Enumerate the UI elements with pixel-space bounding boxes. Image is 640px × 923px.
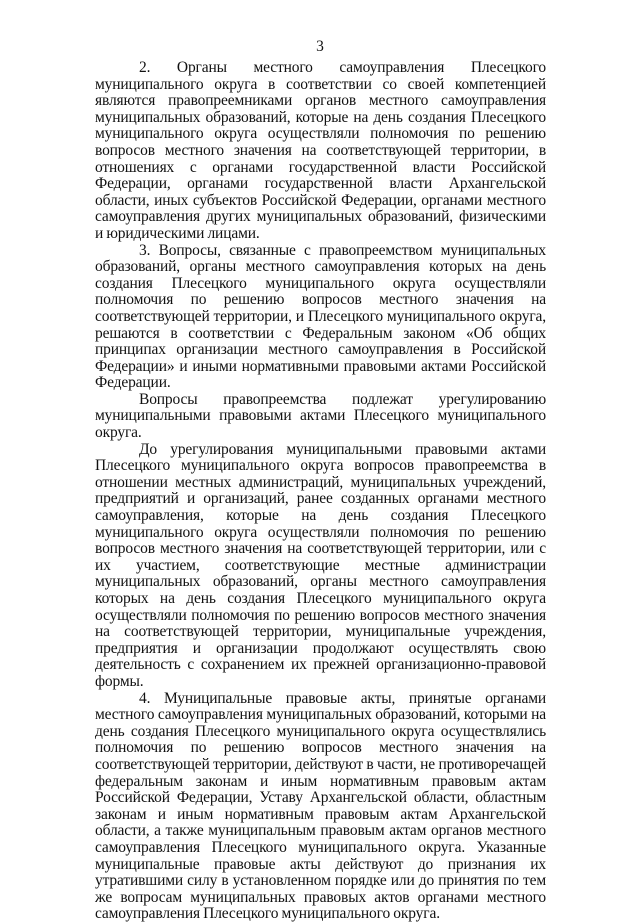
paragraph-3-succession-issues: 3. Вопросы, связанные с правопреемством муниципальных образований, органы местного самоуправления которых на день создания Плесецкого муниципального округа осуществляли полномочия по решению вопросов местного значения на соответствующей территории, и Плесецкого муниципального округа, решаются в соответствии с Федеральным законом «Об общих принципах организации местного самоуправления в Российской Федерации» и иными нормативными правовыми актами Российской Федерации.: [95, 241, 546, 392]
document-body: [95, 60, 546, 923]
page-number: 3: [316, 38, 324, 55]
paragraph-succession-regulation: Вопросы правопреемства подлежат урегулированию муниципальными правовыми актами Плесецкого муниципального округа.: [95, 390, 546, 442]
paragraph-until-regulation: До урегулирования муниципальными правовыми актами Плесецкого муниципального округа вопросов правопреемства в отношении местных администраций, муниципальных учреждений, предприятий и организаций, ранее созданных органами местного самоуправления, которые на день создания Плесецкого муниципального округа осуществляли полномочия по решению вопросов местного значения на соответствующей территории, или с их участием, соответствующие местные администрации муниципальных образований, органы местного самоуправления которых на день создания Плесецкого муниципального округа осуществляли полномочия по решению вопросов местного значения на соответствующей территории, муниципальные учреждения, предприятия и организации продолжают осуществлять свою деятельность с сохранением их прежней организационно-правовой формы.: [95, 440, 546, 690]
paragraph-2-successors: 2. Органы местного самоуправления Плесецкого муниципального округа в соответствии со своей компетенцией являются правопреемниками органов местного самоуправления муниципальных образований, которые на день создания Плесецкого муниципального округа осуществляли полномочия по решению вопросов местного значения на соответствующей территории, в отношениях с органами государственной власти Российской Федерации, органами государственной власти Архангельской области, иных субъектов Российской Федерации, органами местного самоуправления других муниципальных образований, физическими и юридическими лицами.: [95, 59, 546, 242]
paragraph-4-legal-acts: 4. Муниципальные правовые акты, принятые органами местного самоуправления муниципальных образований, которыми на день создания Плесецкого муниципального округа осуществлялись полномочия по решению вопросов местного значения на соответствующей территории, действуют в части, не противоречащей федеральным законам и иным нормативным правовым актам Российской Федерации, Уставу Архангельской области, областным законам и иным нормативным правовым актам Архангельской области, а также муниципальным правовым актам органов местного самоуправления Плесецкого муниципального округа. Указанные муниципальные правовые акты действуют до признания их утратившими силу в установленном порядке или до принятия по тем же вопросам муниципальных правовых актов органами местного самоуправления Плесецкого муниципального округа.: [95, 689, 546, 923]
